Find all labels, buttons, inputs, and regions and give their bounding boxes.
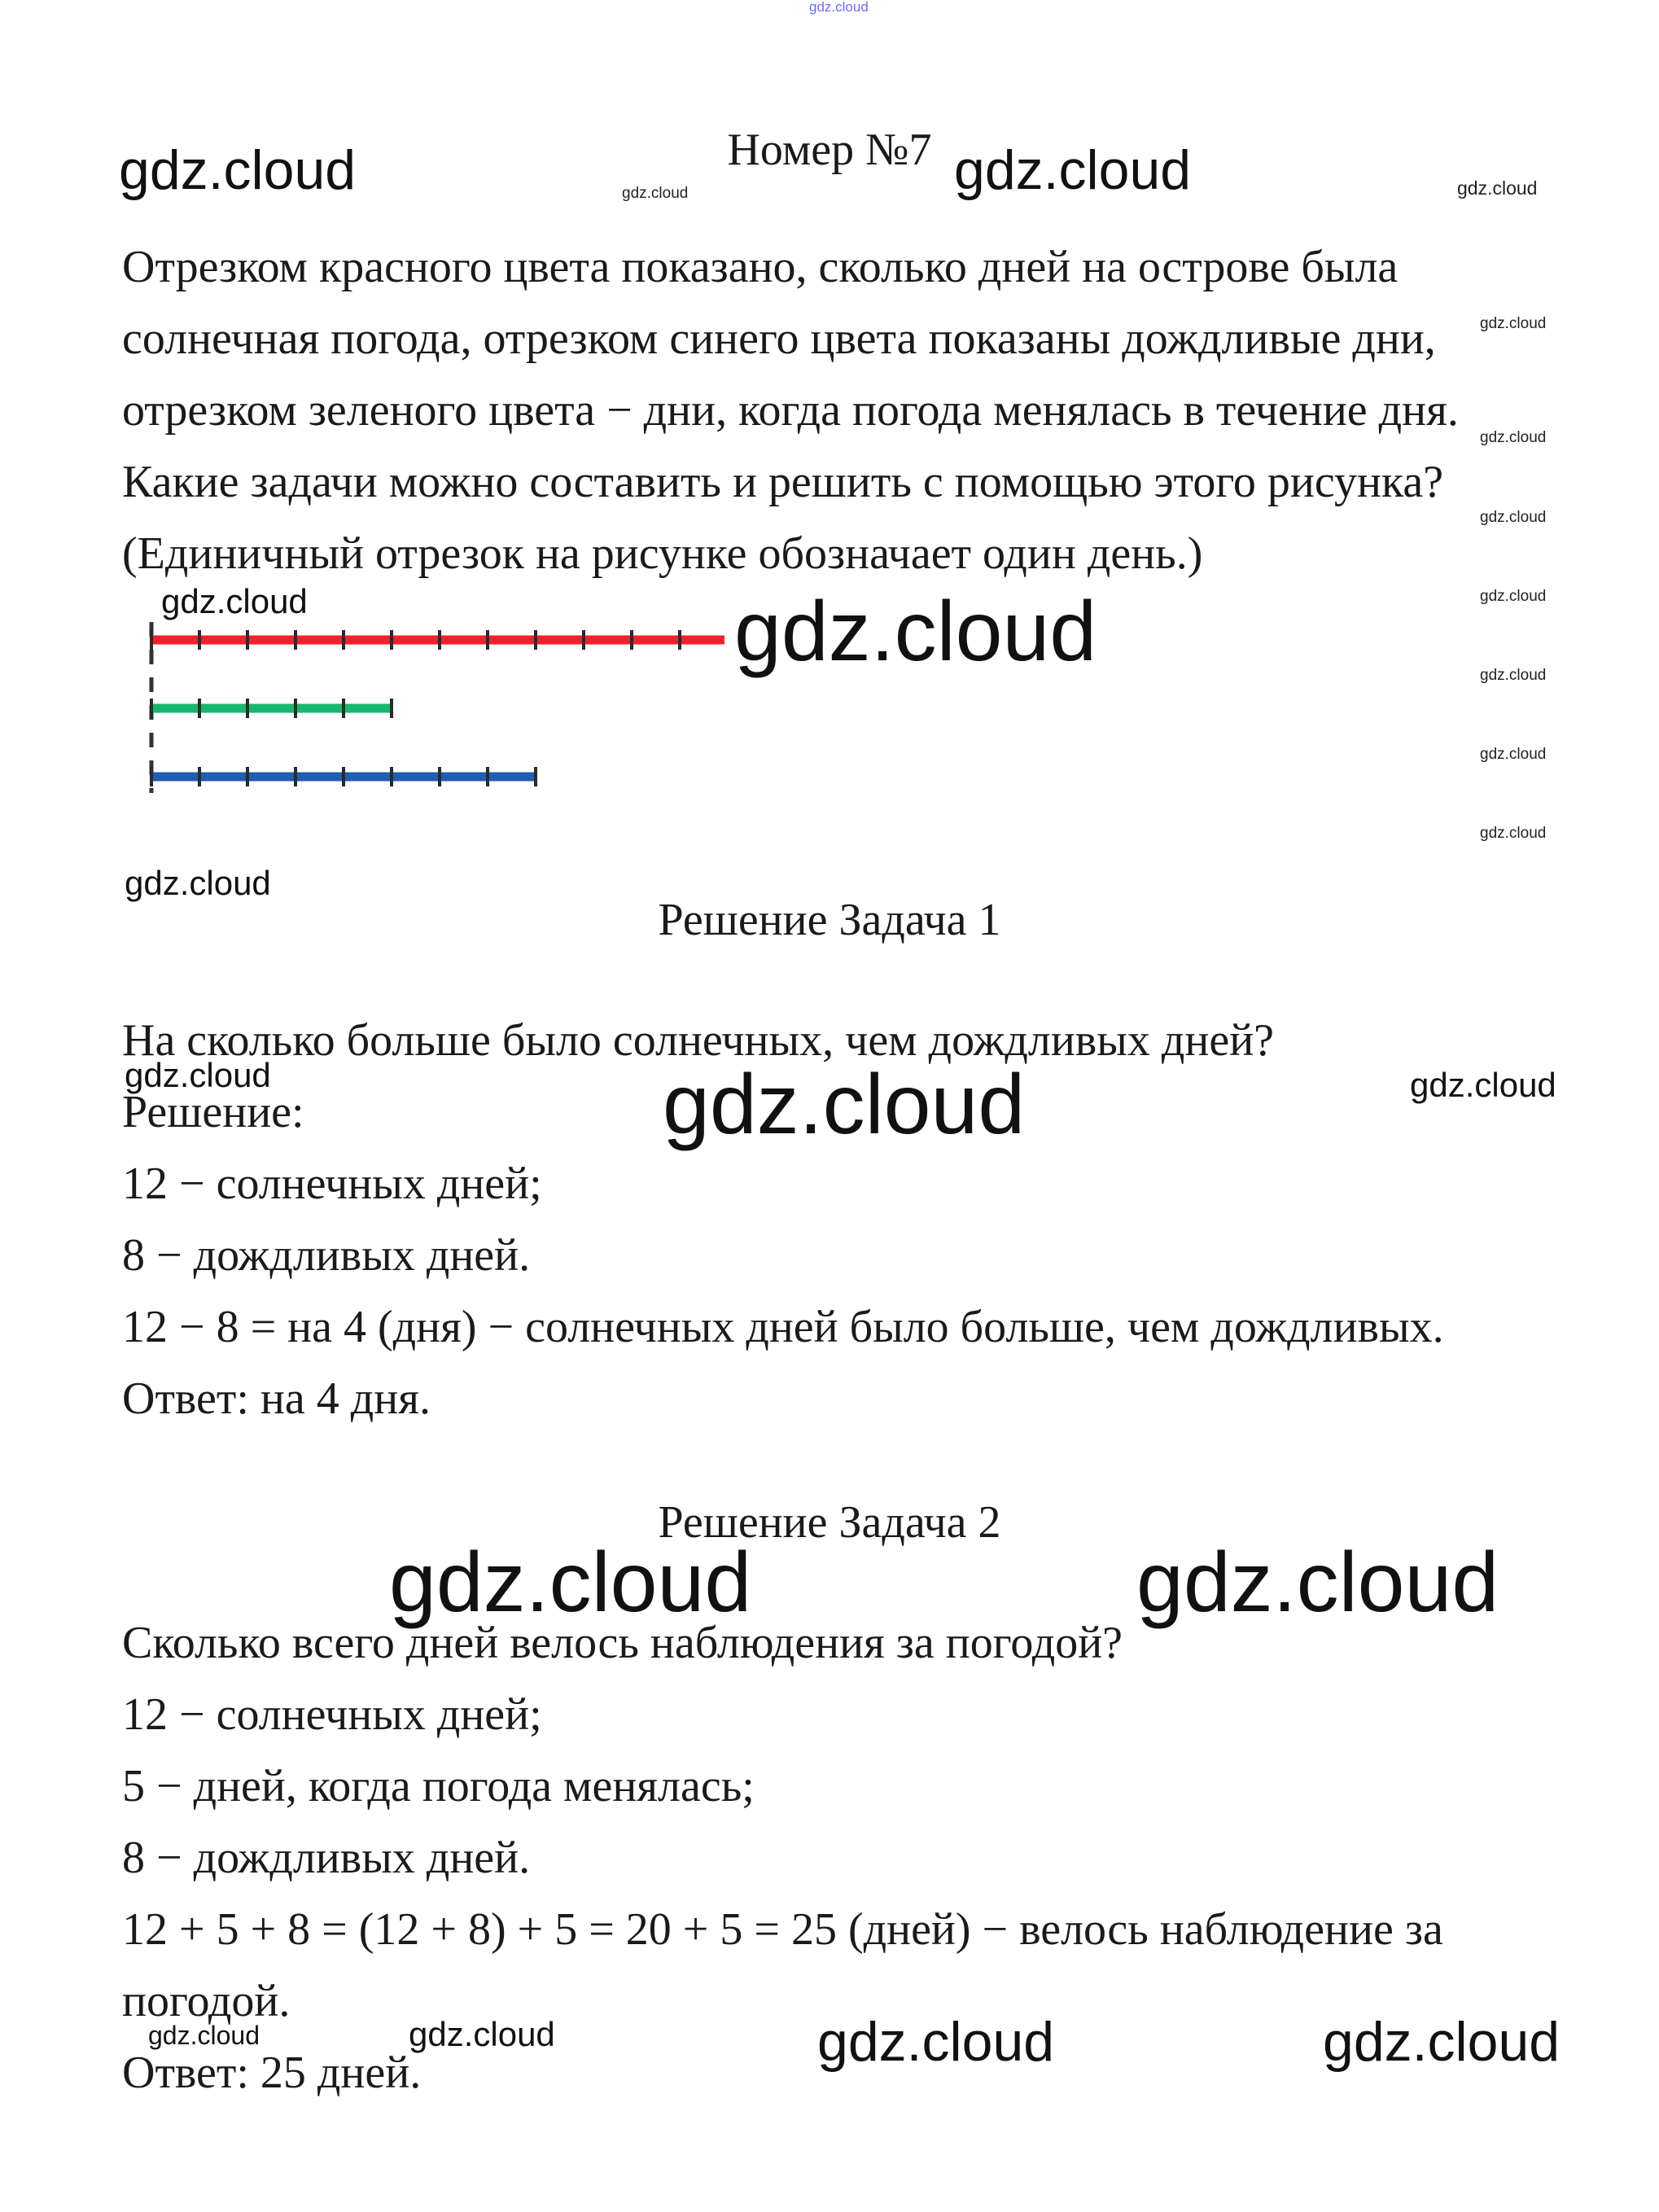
watermark-3: gdz.cloud	[1457, 177, 1538, 199]
solution1-answer: Ответ: на 4 дня.	[122, 1373, 431, 1424]
watermark-20: gdz.cloud	[409, 2015, 555, 2053]
watermark-5: gdz.cloud	[1480, 429, 1547, 446]
watermark-9: gdz.cloud	[1480, 746, 1547, 763]
watermark-7: gdz.cloud	[1480, 588, 1547, 605]
watermark-1: gdz.cloud	[119, 139, 357, 201]
watermark-15: gdz.cloud	[1410, 1066, 1556, 1104]
problem-line-5: (Единичный отрезок на рисунке обозначает один день.)	[122, 528, 1203, 579]
solution1-line-1: 12 − солнечных дней;	[122, 1159, 542, 1209]
solution2-question: Сколько всего дней велось наблюдения за погодой?	[122, 1618, 1123, 1668]
segment-diagram	[138, 619, 724, 798]
watermark-19: gdz.cloud	[148, 2021, 260, 2050]
watermark-14: gdz.cloud	[125, 1056, 271, 1094]
solution2-line-2: 5 − дней, когда погода менялась;	[122, 1761, 755, 1811]
watermark-11: gdz.cloud	[161, 582, 308, 620]
solution2-answer: Ответ: 25 дней.	[122, 2048, 422, 2098]
watermark-top: gdz.cloud	[809, 0, 869, 15]
problem-line-2: солнечная погода, отрезком синего цвета показаны дождливые дни,	[122, 313, 1436, 364]
solution1-label: Решение:	[122, 1087, 304, 1137]
solution2-line-3: 8 − дождливых дней.	[122, 1833, 531, 1883]
watermark-8: gdz.cloud	[1480, 667, 1547, 684]
watermark-12: gdz.cloud	[734, 585, 1097, 679]
solution1-heading: Решение Задача 1	[658, 895, 1001, 945]
watermark-17: gdz.cloud	[389, 1535, 752, 1630]
watermark-2: gdz.cloud	[622, 185, 689, 202]
watermark-13: gdz.cloud	[125, 864, 271, 902]
solution2-heading: Решение Задача 2	[658, 1497, 1001, 1548]
watermark-10: gdz.cloud	[1480, 825, 1547, 842]
problem-line-1: Отрезком красного цвета показано, сколько дней на острове была	[122, 242, 1399, 292]
solution1-line-2: 8 − дождливых дней.	[122, 1230, 531, 1281]
watermark-title: gdz.cloud	[954, 139, 1192, 201]
solution2-line-5: погодой.	[122, 1976, 291, 2026]
watermark-18: gdz.cloud	[1136, 1535, 1499, 1630]
watermark-16: gdz.cloud	[663, 1058, 1026, 1152]
solution1-question: На сколько больше было солнечных, чем дождливых дней?	[122, 1015, 1275, 1066]
watermark-22: gdz.cloud	[1323, 2011, 1561, 2073]
watermark-6: gdz.cloud	[1480, 509, 1547, 526]
solution2-line-4: 12 + 5 + 8 = (12 + 8) + 5 = 20 + 5 = 25 (дней) − велось наблюдение за	[122, 1904, 1443, 1955]
solution1-line-3: 12 − 8 = на 4 (дня) − солнечных дней было больше, чем дождливых.	[122, 1302, 1444, 1352]
problem-line-4: Какие задачи можно составить и решить с помощью этого рисунка?	[122, 457, 1444, 507]
solution2-line-1: 12 − солнечных дней;	[122, 1689, 542, 1740]
page-title: Номер №7	[727, 125, 932, 175]
watermark-4: gdz.cloud	[1480, 315, 1547, 332]
watermark-21: gdz.cloud	[817, 2011, 1055, 2073]
problem-line-3: отрезком зеленого цвета − дни, когда погода менялась в течение дня.	[122, 385, 1459, 436]
